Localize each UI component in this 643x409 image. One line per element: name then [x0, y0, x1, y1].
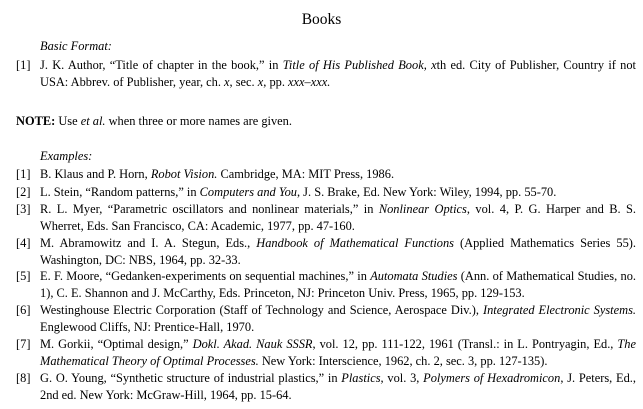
reference-text: J. K. Author, “Title of chapter in the book,” in Title of His Published Book, xth ed. City of Publisher, Country if not USA: Abbrev. of Publisher, year, ch. x, sec. x, pp. xxx–xxx.: [40, 58, 636, 89]
example-reference-7: [16, 336, 636, 369]
example-reference-4: [16, 235, 636, 268]
note-label: NOTE:: [16, 114, 56, 128]
reference-text: M. Abramowitz and I. A. Stegun, Eds., Handbook of Mathematical Functions (Applied Mathematics Series 55). Washington, DC: NBS, 1964, pp. 32-33.: [40, 236, 636, 267]
reference-number: [3]: [16, 202, 31, 216]
example-reference-5: [16, 268, 636, 301]
reference-number: [1]: [16, 58, 31, 72]
example-reference-8: [16, 370, 636, 403]
basic-format-entry: [16, 57, 636, 90]
reference-number: [6]: [16, 303, 31, 317]
example-reference-2: [16, 184, 636, 201]
reference-text: E. F. Moore, “Gedanken-experiments on sequential machines,” in Automata Studies (Ann. of Mathematical Studies, no. 1), C. E. Shannon and J. McCarthy, Eds. Princeton, NJ: Princeton Univ. Press, 1965, pp. 129-153.: [40, 269, 636, 300]
reference-text: R. L. Myer, “Parametric oscillators and nonlinear materials,” in Nonlinear Optics, vol. 4, P. G. Harper and B. S. Wherret, Eds. San Francisco, CA: Academic, 1977, pp. 47-160.: [40, 202, 636, 233]
note-line: NOTE: Use et al. when three or more names are given.: [16, 114, 292, 128]
basic-format-label: Basic Format:: [40, 39, 112, 53]
reference-text: Westinghouse Electric Corporation (Staff of Technology and Science, Aerospace Div.), Integrated Electronic Systems. Englewood Cliffs, NJ: Prentice-Hall, 1970.: [40, 303, 636, 334]
reference-text: G. O. Young, “Synthetic structure of industrial plastics,” in Plastics, vol. 3, Polymers of Hexadromicon, J. Peters, Ed., 2nd ed. New York: McGraw-Hill, 1964, pp. 15-64.: [40, 371, 636, 402]
reference-number: [4]: [16, 236, 31, 250]
reference-text: M. Gorkii, “Optimal design,” Dokl. Akad. Nauk SSSR, vol. 12, pp. 111-122, 1961 (Transl.: in L. Pontryagin, Ed., The Mathematical Theory of Optimal Processes. New York: Interscience, 1962, ch. 2, sec. 3, pp. 127-135).: [40, 337, 636, 368]
examples-label: Examples:: [40, 149, 93, 163]
reference-text: L. Stein, “Random patterns,” in Computers and You, J. S. Brake, Ed. New York: Wiley, 1994, pp. 55-70.: [40, 185, 557, 199]
section-title: Books: [301, 11, 342, 28]
reference-number: [2]: [16, 185, 31, 199]
reference-number: [1]: [16, 167, 31, 181]
example-reference-6: [16, 302, 636, 335]
reference-text: B. Klaus and P. Horn, Robot Vision. Cambridge, MA: MIT Press, 1986.: [40, 167, 395, 181]
reference-number: [8]: [16, 371, 31, 385]
reference-number: [5]: [16, 269, 31, 283]
reference-number: [7]: [16, 337, 31, 351]
example-reference-1: [16, 166, 636, 183]
example-reference-3: [16, 201, 636, 234]
